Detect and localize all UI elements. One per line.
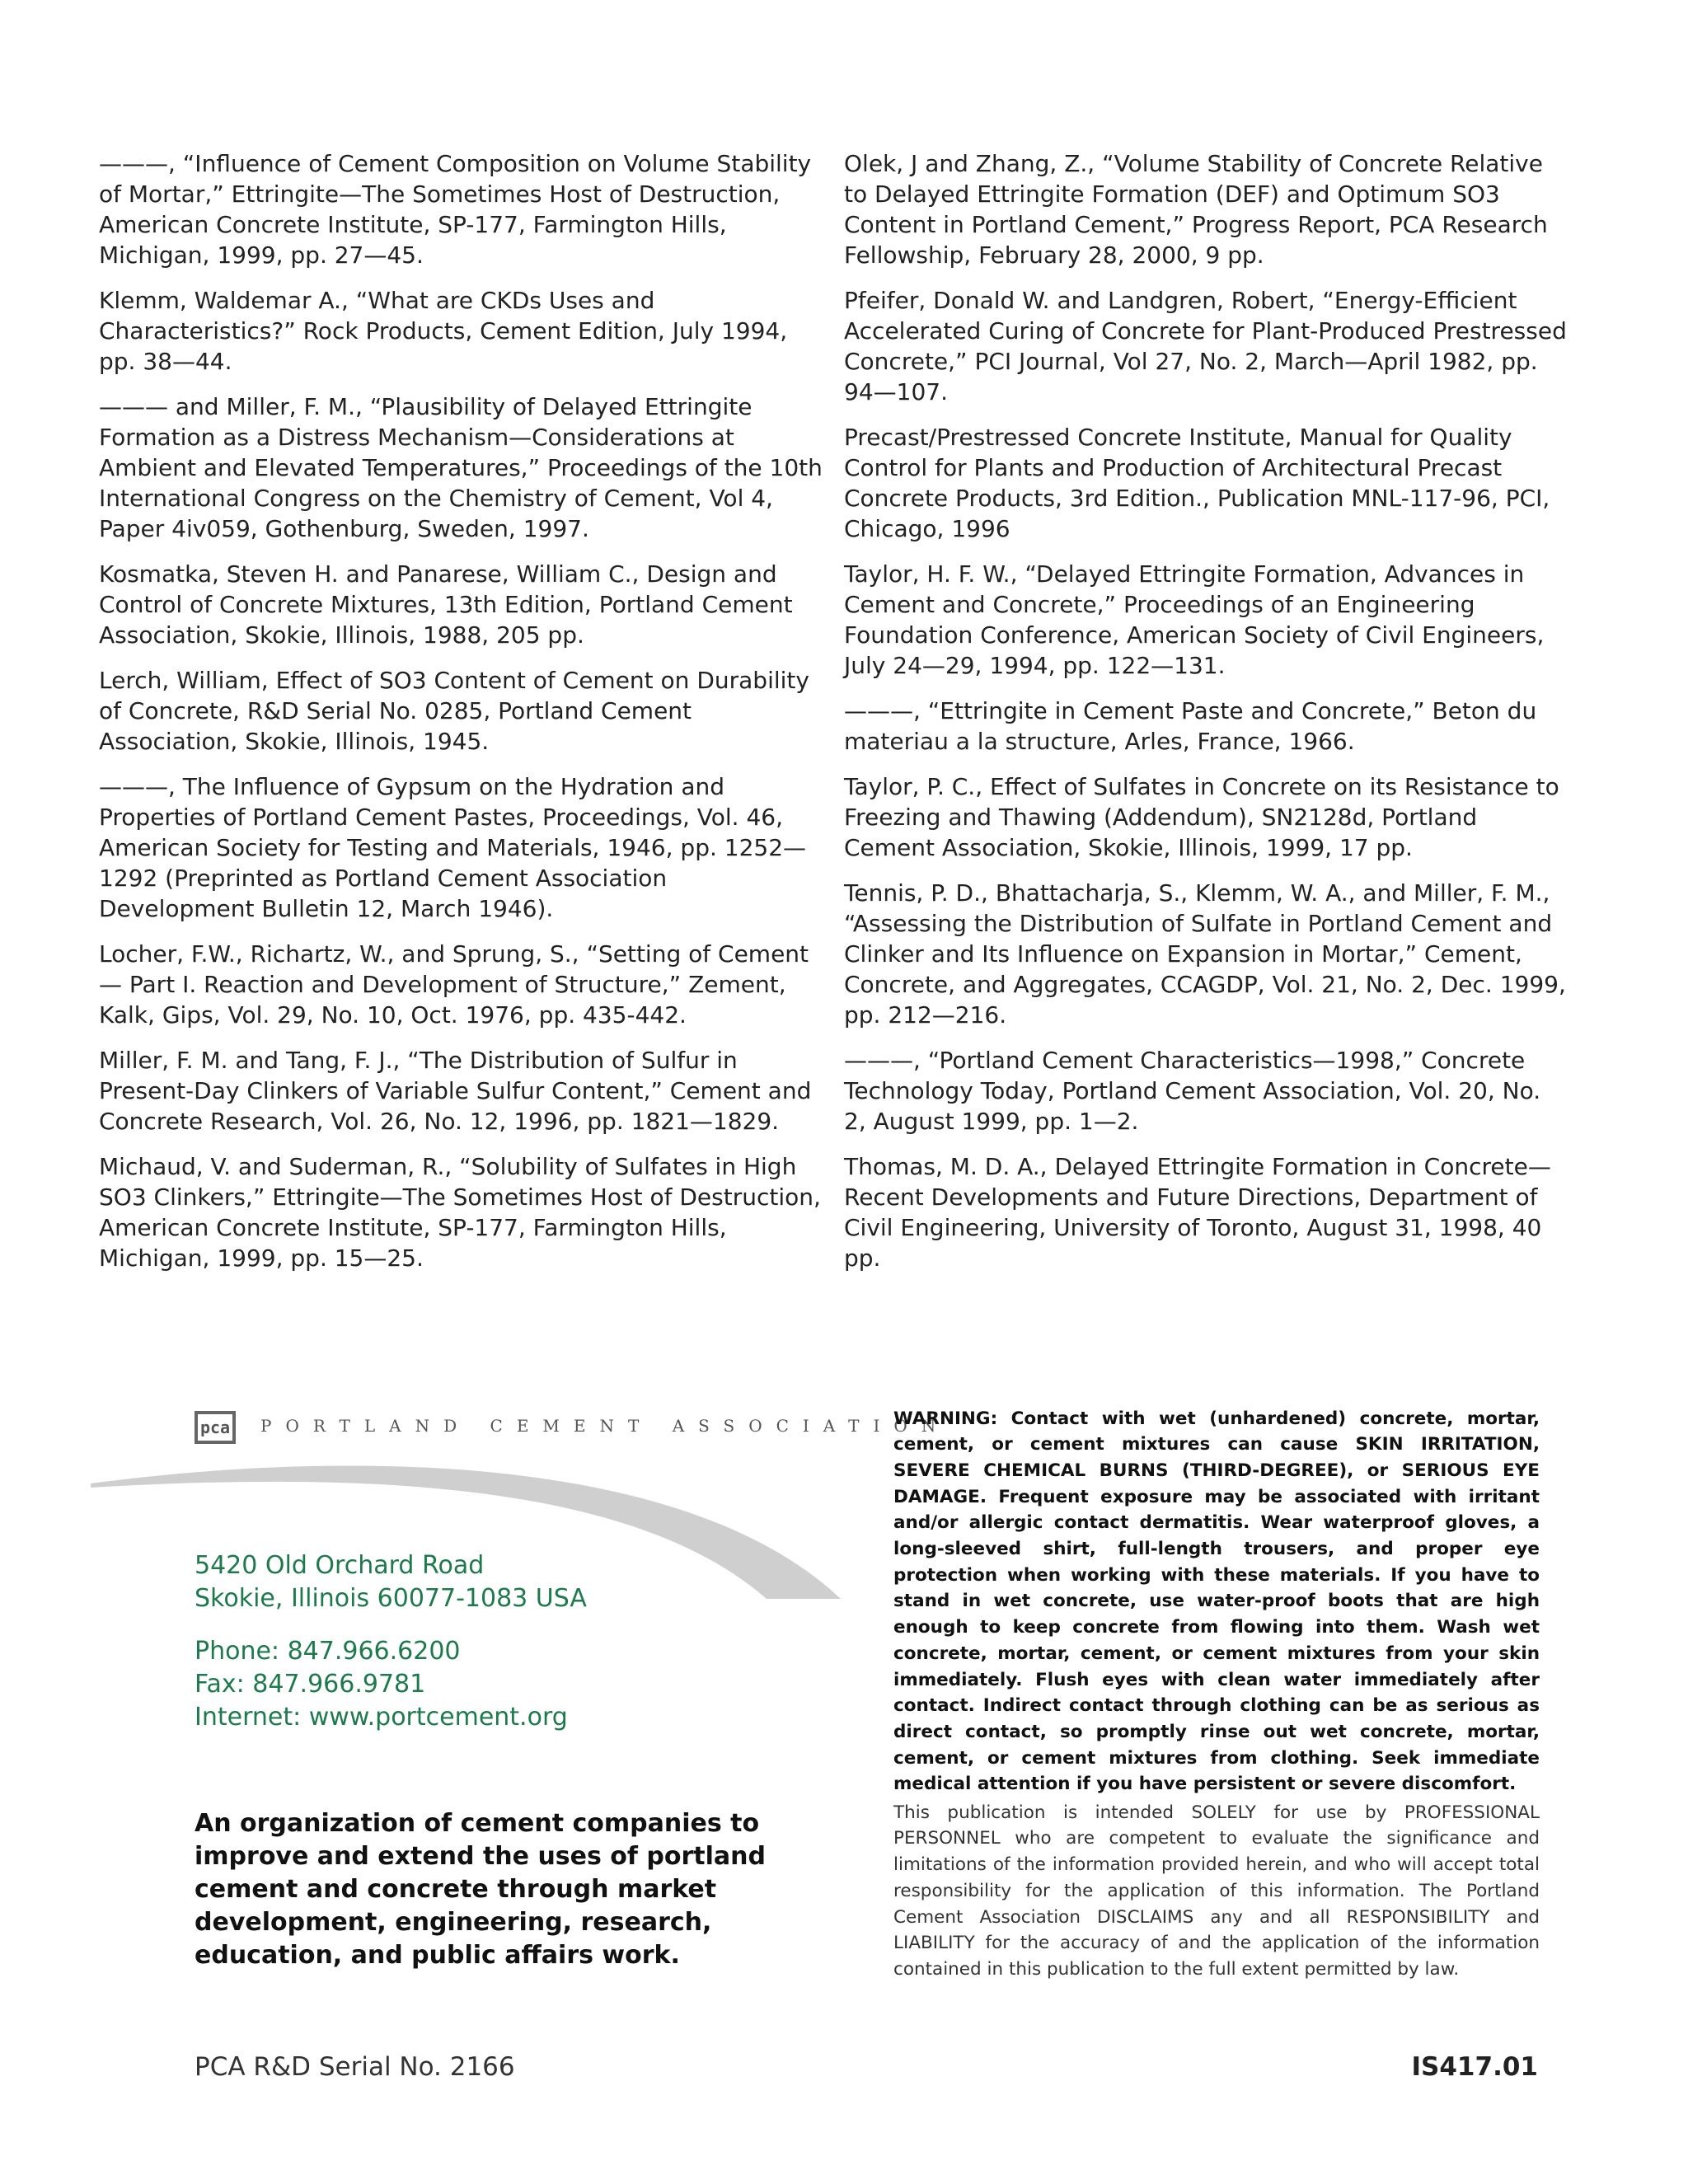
- pca-logo: [195, 1411, 950, 1444]
- reference-entry: Michaud, V. and Suderman, R., “Solubility of Sulfates in High SO3 Clinkers,” Ettringite—The Sometimes Host of Destruction, American Concrete Institute, SP-177, Farmington Hills, Michigan, 1999, pp. 15—25.: [99, 1153, 821, 1272]
- publication-code: IS417.01: [1411, 2052, 1538, 2082]
- internet-address[interactable]: Internet: www.portcement.org: [195, 1703, 568, 1732]
- contact-info: [195, 1549, 587, 1734]
- pca-logo-icon: pca: [195, 1411, 236, 1444]
- reference-entry: Lerch, William, Effect of SO3 Content of Cement on Durability of Concrete, R&D Serial No. 0285, Portland Cement Association, Skokie, Illinois, 1945.: [99, 667, 809, 755]
- reference-entry: ———, “Influence of Cement Composition on Volume Stability of Mortar,” Ettringite—The Sometimes Host of Destruction, American Concrete Institute, SP-177, Farmington Hills, Michigan, 1999, pp. 27—45.: [99, 150, 812, 269]
- references-left-column: [99, 148, 824, 1288]
- reference-entry: Pfeifer, Donald W. and Landgren, Robert, “Energy-Efficient Accelerated Curing of Concrete for Plant-Produced Prestressed Concrete,” PCI Journal, Vol 27, No. 2, March—April 1982, pp. 94—107.: [844, 287, 1567, 405]
- reference-entry: Olek, J and Zhang, Z., “Volume Stability of Concrete Relative to Delayed Ettringite Formation (DEF) and Optimum SO3 Content in Portland Cement,” Progress Report, PCA Research Fellowship, February 28, 2000, 9 pp.: [844, 150, 1548, 269]
- reference-entry: ———, The Influence of Gypsum on the Hydration and Properties of Portland Cement Pastes, Proceedings, Vol. 46, American Society for Testing and Materials, 1946, pp. 1252—1292 (Preprinted as Portland Cement Association Development Bulletin 12, March 1946).: [99, 773, 807, 922]
- reference-entry: Kosmatka, Steven H. and Panarese, William C., Design and Control of Concrete Mixtures, 13th Edition, Portland Cement Association, Skokie, Illinois, 1988, 205 pp.: [99, 560, 793, 649]
- reference-entry: Tennis, P. D., Bhattacharja, S., Klemm, W. A., and Miller, F. M., “Assessing the Distribution of Sulfate in Portland Cement and Clinker and Its Influence on Expansion in Mortar,” Cement, Concrete, and Aggregates, CCAGDP, Vol. 21, No. 2, Dec. 1999, pp. 212—216.: [844, 879, 1566, 1029]
- warning-text: WARNING: Contact with wet (unhardened) concrete, mortar, cement, or cement mixtures can cause SKIN IRRITATION, SEVERE CHEMICAL BURNS (THIRD-DEGREE), or SERIOUS EYE DAMAGE. Frequent exposure may be associated with irritant and/or allergic contact dermatitis. Wear waterproof gloves, a long-sleeved shirt, full-length trousers, and proper eye protection when working with these materials. If you have to stand in wet concrete, use water-proof boots that are high enough to keep concrete from flowing into them. Wash wet concrete, mortar, cement, or cement mixtures from your skin immediately. Flush eyes with clean water immediately after contact. Indirect contact through clothing can be as serious as direct contact, so promptly rinse out wet concrete, mortar, cement, or cement mixtures from clothing. Seek immediate medical attention if you have persistent or severe discomfort.: [893, 1408, 1540, 1795]
- phone-number: Phone: 847.966.6200: [195, 1637, 461, 1666]
- reference-entry: Taylor, P. C., Effect of Sulfates in Concrete on its Resistance to Freezing and Thawing (Addendum), SN2128d, Portland Cement Association, Skokie, Illinois, 1999, 17 pp.: [844, 773, 1559, 861]
- address-line-2: Skokie, Illinois 60077-1083 USA: [195, 1584, 587, 1613]
- reference-entry: Locher, F.W., Richartz, W., and Sprung, S., “Setting of Cement — Part I. Reaction and Development of Structure,” Zement, Kalk, Gips, Vol. 29, No. 10, Oct. 1976, pp. 435-442.: [99, 940, 809, 1029]
- reference-entry: ———, “Portland Cement Characteristics—1998,” Concrete Technology Today, Portland Cement Association, Vol. 20, No. 2, August 1999, pp. 1—2.: [844, 1047, 1541, 1135]
- reference-entry: ———, “Ettringite in Cement Paste and Concrete,” Beton du materiau a la structure, Arles, France, 1966.: [844, 697, 1537, 755]
- disclaimer-text: This publication is intended SOLELY for use by PROFESSIONAL PERSONNEL who are competent to evaluate the significance and limitations of the information provided herein, and who will accept total responsibility for the application of this information. The Portland Cement Association DISCLAIMS any and all RESPONSIBILITY and LIABILITY for the accuracy of and the application of the information contained in this publication to the full extent permitted by law.: [893, 1802, 1540, 1980]
- reference-entry: Thomas, M. D. A., Delayed Ettringite Formation in Concrete—Recent Developments and Future Directions, Department of Civil Engineering, University of Toronto, August 31, 1998, 40 pp.: [844, 1153, 1551, 1272]
- reference-entry: ——— and Miller, F. M., “Plausibility of Delayed Ettringite Formation as a Distress Mechanism—Considerations at Ambient and Elevated Temperatures,” Proceedings of the 10th International Congress on the Chemistry of Cement, Vol 4, Paper 4iv059, Gothenburg, Sweden, 1997.: [99, 393, 823, 542]
- address-line-1: 5420 Old Orchard Road: [195, 1551, 485, 1580]
- mission-statement: An organization of cement companies to improve and extend the uses of portland cement and concrete through market development, engineering, research, education, and public affairs work.: [195, 1809, 766, 1970]
- reference-entry: Precast/Prestressed Concrete Institute, Manual for Quality Control for Plants and Production of Architectural Precast Concrete Products, 3rd Edition., Publication MNL-117-96, PCI, Chicago, 1996: [844, 424, 1550, 542]
- references-right-column: [844, 148, 1569, 1288]
- reference-entry: Klemm, Waldemar A., “What are CKDs Uses and Characteristics?” Rock Products, Cement Edition, July 1994, pp. 38—44.: [99, 287, 788, 375]
- organization-name: PORTLAND CEMENT ASSOCIATION: [260, 1416, 950, 1436]
- serial-number: PCA R&D Serial No. 2166: [195, 2052, 515, 2082]
- reference-entry: Miller, F. M. and Tang, F. J., “The Distribution of Sulfur in Present-Day Clinkers of Variable Sulfur Content,” Cement and Concrete Research, Vol. 26, No. 12, 1996, pp. 1821—1829.: [99, 1047, 812, 1135]
- reference-entry: Taylor, H. F. W., “Delayed Ettringite Formation, Advances in Cement and Concrete,” Proceedings of an Engineering Foundation Conference, American Society of Civil Engineers, July 24—29, 1994, pp. 122—131.: [844, 560, 1545, 679]
- fax-number: Fax: 847.966.9781: [195, 1670, 426, 1699]
